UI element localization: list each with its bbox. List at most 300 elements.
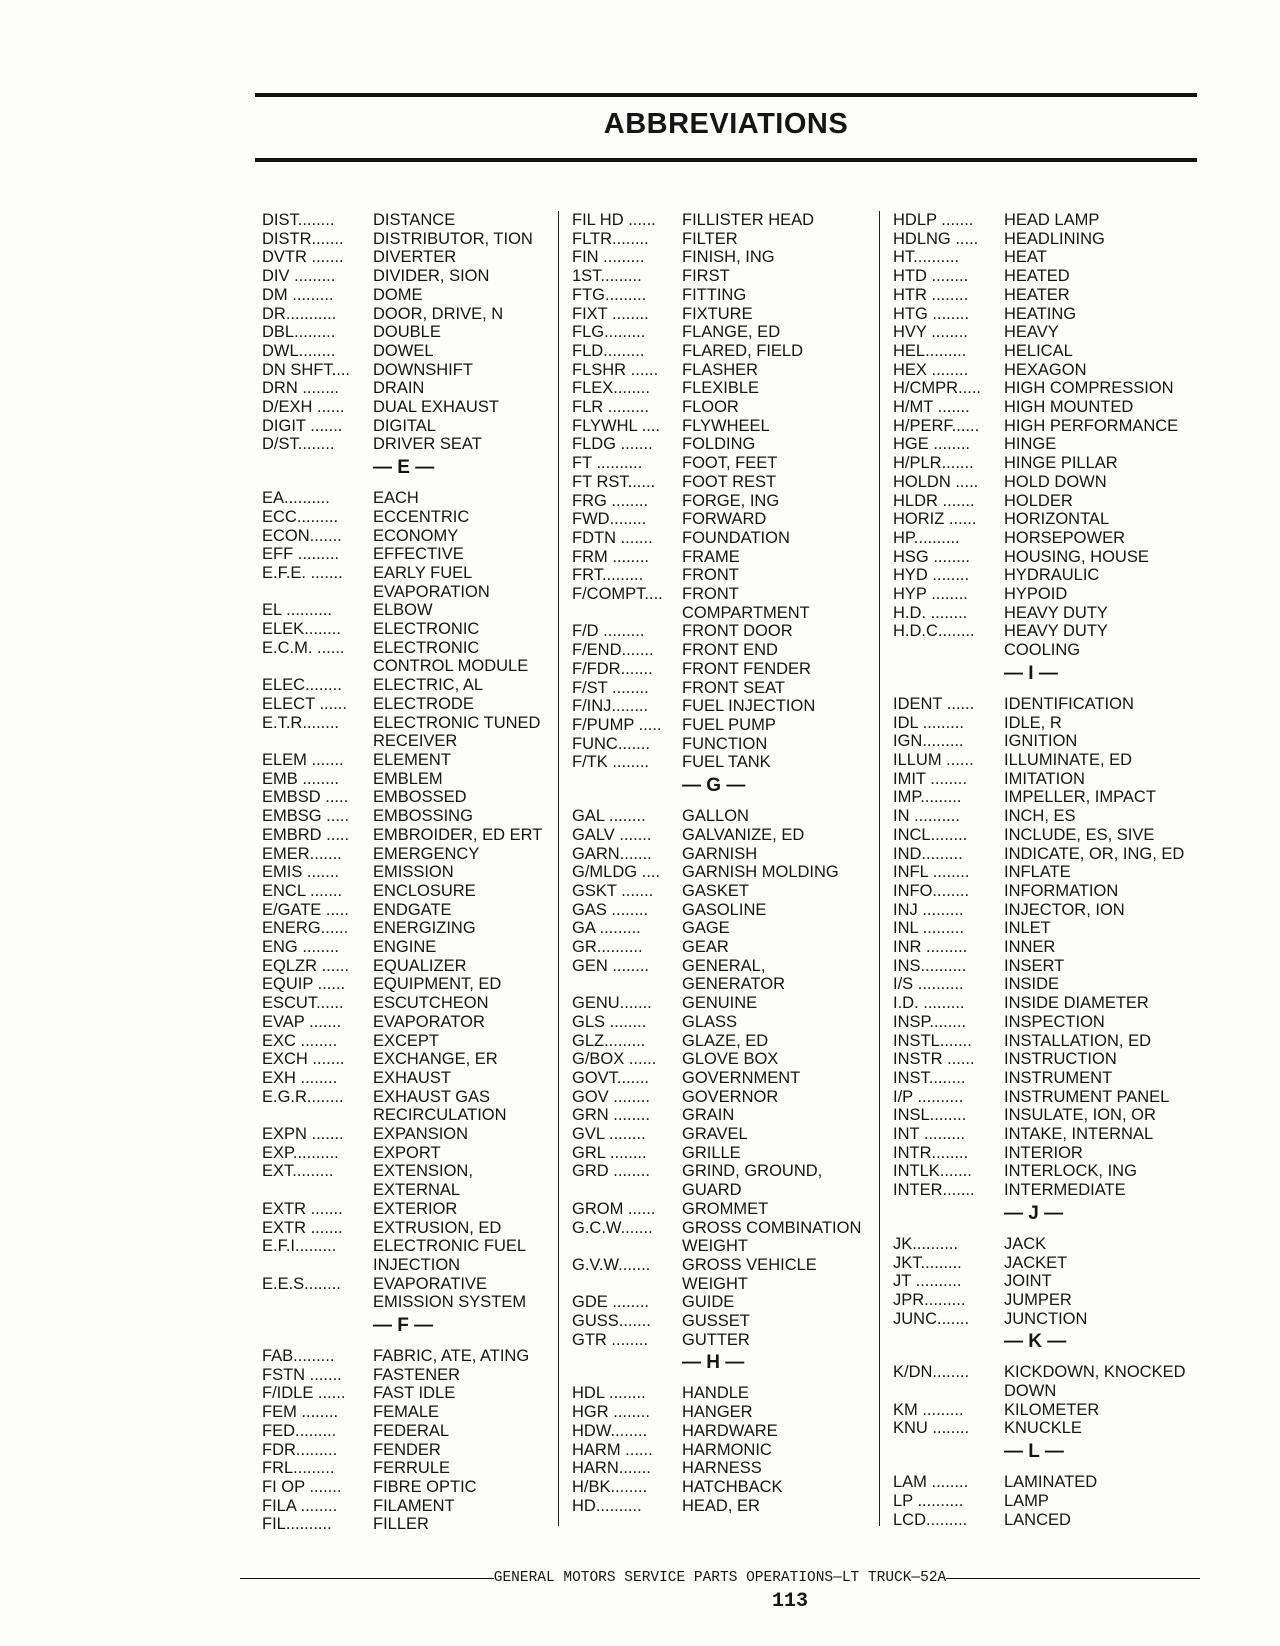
abbreviation: HGE ........ <box>893 435 971 454</box>
abbreviation: HGR ........ <box>572 1403 650 1422</box>
abbreviation-entry <box>262 489 547 508</box>
abbreviation: GRL ........ <box>572 1143 647 1162</box>
abbreviation: EA.......... <box>262 489 330 508</box>
abbreviation-entry <box>572 323 872 342</box>
abbreviation: FUNC....... <box>572 734 650 753</box>
abbreviation-entry <box>572 1441 872 1460</box>
definition: FILLER <box>373 1515 429 1534</box>
abbreviation: FT RST...... <box>572 472 656 491</box>
abbreviation: GR.......... <box>572 938 643 957</box>
abbreviation: GOVT....... <box>572 1068 650 1087</box>
abbreviation-entry <box>893 919 1198 938</box>
abbreviation-entry <box>572 863 872 882</box>
abbreviation: ENG ........ <box>262 938 340 957</box>
definition: FAST IDLE <box>373 1384 456 1403</box>
abbreviation: IMIT ........ <box>893 769 967 788</box>
abbreviation-entry <box>572 548 872 567</box>
abbreviation-entry <box>572 529 872 548</box>
abbreviation-entry <box>893 1144 1198 1163</box>
abbreviation-entry <box>572 1403 872 1422</box>
definition: INSPECTION <box>1004 1012 1105 1031</box>
abbreviation-entry <box>262 639 547 676</box>
definition: FORWARD <box>682 510 767 529</box>
abbreviation: INL ......... <box>893 919 964 938</box>
definition: HANGER <box>682 1403 753 1422</box>
abbreviation: HTR ........ <box>893 285 969 304</box>
abbreviation-entry <box>572 1106 872 1125</box>
definition: ELECTRONIC TUNED RECEIVER <box>373 713 541 751</box>
abbreviation-entry <box>893 938 1198 957</box>
abbreviation-entry <box>893 1401 1198 1420</box>
abbreviation-entry <box>893 435 1198 454</box>
definition: HELICAL <box>1004 341 1073 360</box>
abbreviation: FT .......... <box>572 454 643 473</box>
definition: EXCHANGE, ER <box>373 1050 498 1069</box>
abbreviation: HLDR ....... <box>893 491 975 510</box>
definition: INTERIOR <box>1004 1143 1083 1162</box>
definition: EARLY FUEL EVAPORATION <box>373 563 490 601</box>
definition: ENERGIZING <box>373 919 476 938</box>
definition: EXTRUSION, ED <box>373 1218 502 1237</box>
definition: FERRULE <box>373 1459 451 1478</box>
definition: GALLON <box>682 807 749 826</box>
abbreviation: ELEC........ <box>262 676 342 695</box>
definition: LAMINATED <box>1004 1473 1098 1492</box>
definition: IDENTIFICATION <box>1004 694 1134 713</box>
definition: ILLUMINATE, ED <box>1004 750 1133 769</box>
definition: IMPELLER, IMPACT <box>1004 788 1156 807</box>
definition: FABRIC, ATE, ATING <box>373 1347 530 1366</box>
definition: FENDER <box>373 1440 441 1459</box>
abbreviation: JT .......... <box>893 1272 962 1291</box>
abbreviation-entry <box>572 361 872 380</box>
abbreviation-entry <box>893 1363 1198 1400</box>
abbreviation: ILLUM ...... <box>893 750 974 769</box>
definition: HEAD, ER <box>682 1496 760 1515</box>
abbreviation-entry <box>572 919 872 938</box>
abbreviation-entry <box>262 601 547 620</box>
definition: HIGH COMPRESSION <box>1004 379 1174 398</box>
abbreviation: HVY ........ <box>893 323 968 342</box>
definition: HEATER <box>1004 285 1070 304</box>
abbreviation-entry <box>262 770 547 789</box>
definition: GRAVEL <box>682 1125 748 1144</box>
abbreviation: IND......... <box>893 844 963 863</box>
definition: FEMALE <box>373 1403 440 1422</box>
abbreviation-entry <box>893 1106 1198 1125</box>
definition: EVAPORATIVE EMISSION SYSTEM <box>373 1274 527 1312</box>
abbreviation: EMER....... <box>262 844 342 863</box>
abbreviation-column-1 <box>262 211 547 1534</box>
abbreviation-entry <box>572 566 872 585</box>
abbreviation: IN .......... <box>893 807 960 826</box>
abbreviation: FED......... <box>262 1421 337 1440</box>
abbreviation-entry <box>893 1272 1198 1291</box>
definition: ELBOW <box>373 601 433 620</box>
abbreviation: FLYWHL .... <box>572 416 661 435</box>
definition: GUIDE <box>682 1293 735 1312</box>
abbreviation: INFO........ <box>893 881 970 900</box>
abbreviation: E.F.I......... <box>262 1237 337 1256</box>
abbreviation-entry <box>572 585 872 622</box>
abbreviation-entry <box>893 1254 1198 1273</box>
abbreviation-entry <box>572 454 872 473</box>
abbreviation-entry <box>262 1144 547 1163</box>
abbreviation-entry <box>572 492 872 511</box>
definition: HEXAGON <box>1004 360 1087 379</box>
abbreviation: HT.......... <box>893 248 960 267</box>
abbreviation-entry <box>262 211 547 230</box>
abbreviation: IDL ......... <box>893 713 964 732</box>
abbreviation-entry <box>893 454 1198 473</box>
abbreviation-entry <box>572 716 872 735</box>
abbreviation: GTR ........ <box>572 1330 649 1349</box>
definition: EXPANSION <box>373 1125 469 1144</box>
abbreviation: EMIS ....... <box>262 863 340 882</box>
abbreviation: DR........... <box>262 304 337 323</box>
definition: DIVIDER, SION <box>373 267 490 286</box>
abbreviation: DVTR ....... <box>262 248 344 267</box>
definition: FEDERAL <box>373 1421 450 1440</box>
title-bottom-rule <box>255 158 1197 162</box>
definition: EXHAUST GAS RECIRCULATION <box>373 1087 507 1125</box>
abbreviation-entry <box>262 826 547 845</box>
definition: FRONT COMPARTMENT <box>682 585 810 622</box>
abbreviation-entry <box>893 622 1198 659</box>
abbreviation-entry <box>893 361 1198 380</box>
abbreviation-entry <box>572 211 872 230</box>
abbreviation-entry <box>572 286 872 305</box>
abbreviation-entry <box>572 1331 872 1350</box>
abbreviation: JPR......... <box>893 1290 966 1309</box>
abbreviation-entry <box>572 845 872 864</box>
abbreviation-entry <box>893 1162 1198 1181</box>
abbreviation: EQLZR ...... <box>262 956 350 975</box>
abbreviation: HTG ........ <box>893 304 970 323</box>
definition: IDLE, R <box>1004 713 1062 732</box>
abbreviation-entry <box>893 604 1198 623</box>
abbreviation: EFF ......... <box>262 545 340 564</box>
definition: HEADLINING <box>1004 229 1105 248</box>
abbreviation: GAS ........ <box>572 900 649 919</box>
abbreviation: EL .......... <box>262 601 332 620</box>
definition: EMBOSSING <box>373 807 473 826</box>
abbreviation: GLS ........ <box>572 1012 647 1031</box>
abbreviation: H.D.C........ <box>893 622 975 641</box>
abbreviation: FDTN ....... <box>572 528 653 547</box>
abbreviation-entry <box>262 938 547 957</box>
definition: EMBROIDER, ED ERT <box>373 825 543 844</box>
abbreviation-entry <box>893 1235 1198 1254</box>
definition: EMBOSSED <box>373 788 467 807</box>
abbreviation-entry <box>262 807 547 826</box>
abbreviation-entry <box>572 379 872 398</box>
abbreviation: HOLDN ..... <box>893 472 979 491</box>
definition: FIRST <box>682 267 730 286</box>
abbreviation-entry <box>262 1403 547 1422</box>
abbreviation: EXCH ....... <box>262 1050 345 1069</box>
abbreviation: HORIZ ...... <box>893 510 977 529</box>
definition: EMBLEM <box>373 769 443 788</box>
abbreviation: DWL........ <box>262 341 336 360</box>
abbreviation-entry <box>893 1181 1198 1200</box>
definition: DOME <box>373 285 423 304</box>
abbreviation: HEL......... <box>893 341 967 360</box>
abbreviation: KNU ........ <box>893 1419 970 1438</box>
abbreviation-entry <box>893 882 1198 901</box>
definition: FRAME <box>682 547 740 566</box>
definition: GLOVE BOX <box>682 1050 779 1069</box>
abbreviation-entry <box>262 545 547 564</box>
definition: HOLD DOWN <box>1004 472 1107 491</box>
abbreviation: HARN....... <box>572 1459 651 1478</box>
definition: GUSSET <box>682 1312 750 1331</box>
abbreviation-entry <box>572 1478 872 1497</box>
definition: JACK <box>1004 1234 1047 1253</box>
abbreviation-entry <box>262 1497 547 1516</box>
definition: DIGITAL <box>373 416 436 435</box>
definition: GRILLE <box>682 1143 741 1162</box>
abbreviation: IMP......... <box>893 788 962 807</box>
definition: FIBRE OPTIC <box>373 1478 477 1496</box>
abbreviation: FILA ........ <box>262 1496 338 1515</box>
abbreviation-entry <box>572 1144 872 1163</box>
abbreviation-entry <box>893 548 1198 567</box>
abbreviation: GUSS....... <box>572 1312 651 1331</box>
abbreviation: EQUIP ...... <box>262 975 346 994</box>
definition: HYDRAULIC <box>1004 566 1100 585</box>
abbreviation-entry <box>572 510 872 529</box>
abbreviation: INFL ........ <box>893 863 970 882</box>
definition: ECONOMY <box>373 526 459 545</box>
abbreviation: FLSHR ...... <box>572 360 659 379</box>
definition: FUNCTION <box>682 734 768 753</box>
abbreviation: HDLP ....... <box>893 211 974 229</box>
definition: FOUNDATION <box>682 528 790 547</box>
abbreviation: EXTR ....... <box>262 1218 343 1237</box>
definition: HEAVY <box>1004 323 1059 342</box>
definition: DOWNSHIFT <box>373 360 473 379</box>
abbreviation-entry <box>572 1312 872 1331</box>
definition: EMERGENCY <box>373 844 480 863</box>
abbreviation: ECC......... <box>262 507 339 526</box>
abbreviation: GSKT ....... <box>572 881 654 900</box>
abbreviation-entry <box>572 901 872 920</box>
abbreviation: FIN ......... <box>572 248 645 267</box>
abbreviation: GA ......... <box>572 919 641 938</box>
column-divider <box>879 211 880 1526</box>
abbreviation-entry <box>572 1088 872 1107</box>
abbreviation-entry <box>893 417 1198 436</box>
definition: EXCEPT <box>373 1031 440 1050</box>
definition: LAMP <box>1004 1491 1049 1510</box>
definition: FRONT END <box>682 641 778 660</box>
definition: GAGE <box>682 919 730 938</box>
abbreviation-entry <box>893 566 1198 585</box>
abbreviation-entry <box>262 248 547 267</box>
abbreviation-entry <box>893 714 1198 733</box>
abbreviation-entry <box>262 714 547 751</box>
abbreviation-entry <box>262 1441 547 1460</box>
definition: GUTTER <box>682 1330 750 1349</box>
definition: INSTALLATION, ED <box>1004 1031 1152 1050</box>
definition: ELEMENT <box>373 750 451 769</box>
abbreviation-entry <box>572 1256 872 1293</box>
abbreviation: GENU....... <box>572 994 652 1013</box>
section-heading: — K — <box>1004 1331 1067 1353</box>
definition: FLEXIBLE <box>682 379 760 398</box>
abbreviation: F/ST ........ <box>572 678 649 697</box>
abbreviation: EVAP ....... <box>262 1012 342 1031</box>
abbreviation: EMB ........ <box>262 769 340 788</box>
abbreviation: HDL ........ <box>572 1384 646 1403</box>
definition: FILTER <box>682 229 738 248</box>
definition: INLET <box>1004 919 1051 938</box>
definition: FOOT, FEET <box>682 454 778 473</box>
definition: GALVANIZE, ED <box>682 825 805 844</box>
abbreviation: GRN ........ <box>572 1106 650 1125</box>
abbreviation-entry <box>572 1219 872 1256</box>
abbreviation: IGN......... <box>893 732 964 751</box>
footer <box>240 1568 1200 1588</box>
definition: HARMONIC <box>682 1440 772 1459</box>
abbreviation: FSTN ....... <box>262 1365 342 1384</box>
abbreviation: H.D. ........ <box>893 603 968 622</box>
abbreviation: F/FDR....... <box>572 659 653 678</box>
abbreviation: D/ST........ <box>262 435 335 454</box>
abbreviation-entry <box>893 975 1198 994</box>
abbreviation: EMBRD ..... <box>262 825 350 844</box>
definition: FLANGE, ED <box>682 323 781 342</box>
definition: GLAZE, ED <box>682 1031 769 1050</box>
abbreviation: GEN ........ <box>572 956 650 975</box>
definition: FLARED, FIELD <box>682 341 804 360</box>
abbreviation-entry <box>262 1088 547 1125</box>
abbreviation: ENERG...... <box>262 919 349 938</box>
definition: HEATED <box>1004 267 1070 286</box>
abbreviation: FLTR........ <box>572 229 649 248</box>
abbreviation: HEX ........ <box>893 360 969 379</box>
abbreviation-entry <box>262 1032 547 1051</box>
abbreviation: I/S .......... <box>893 975 964 994</box>
abbreviation-entry <box>262 957 547 976</box>
definition: ELECTRONIC FUEL INJECTION <box>373 1237 527 1274</box>
abbreviation-entry <box>572 1293 872 1312</box>
column-divider <box>558 211 559 1526</box>
abbreviation-entry <box>262 882 547 901</box>
definition: GASKET <box>682 881 749 900</box>
definition: EXHAUST <box>373 1068 451 1087</box>
abbreviation: HYP ........ <box>893 585 968 604</box>
abbreviation: G.C.W....... <box>572 1218 653 1237</box>
abbreviation-entry <box>262 845 547 864</box>
definition: INSIDE DIAMETER <box>1004 994 1149 1013</box>
abbreviation-entry <box>572 660 872 679</box>
abbreviation: HSG ........ <box>893 547 971 566</box>
abbreviation-entry <box>262 676 547 695</box>
abbreviation-entry <box>572 1013 872 1032</box>
abbreviation-entry <box>893 901 1198 920</box>
abbreviation-entry <box>262 342 547 361</box>
abbreviation-entry <box>572 1032 872 1051</box>
abbreviation-entry <box>572 957 872 994</box>
abbreviation: GVL ........ <box>572 1125 646 1144</box>
definition: INSTRUMENT PANEL <box>1004 1087 1170 1106</box>
abbreviation-entry <box>262 417 547 436</box>
page-number: 113 <box>771 1590 808 1613</box>
definition: EVAPORATOR <box>373 1012 485 1031</box>
abbreviation: EMBSG ..... <box>262 807 350 826</box>
abbreviation: 1ST......... <box>572 267 642 286</box>
definition: ENCLOSURE <box>373 881 476 900</box>
abbreviation-entry <box>893 1088 1198 1107</box>
abbreviation: E/GATE ..... <box>262 900 349 919</box>
abbreviation-entry <box>262 323 547 342</box>
definition: FIXTURE <box>682 304 753 323</box>
abbreviation: F/TK ........ <box>572 753 650 772</box>
abbreviation: LAM ........ <box>893 1473 969 1492</box>
abbreviation-entry <box>262 564 547 601</box>
definition: HEATING <box>1004 304 1077 323</box>
abbreviation-entry <box>572 1125 872 1144</box>
abbreviation: HTD ........ <box>893 267 969 286</box>
definition: FUEL INJECTION <box>682 697 816 716</box>
abbreviation-entry <box>572 342 872 361</box>
abbreviation: FRT......... <box>572 566 644 585</box>
definition: GOVERNOR <box>682 1087 779 1106</box>
abbreviation: FWD........ <box>572 510 647 529</box>
abbreviation: FDR......... <box>262 1440 338 1459</box>
definition: GOVERNMENT <box>682 1068 801 1087</box>
definition: INSULATE, ION, OR <box>1004 1106 1156 1125</box>
definition: HEAVY DUTY COOLING <box>1004 622 1108 660</box>
abbreviation-entry <box>262 1200 547 1219</box>
abbreviation: INST........ <box>893 1068 966 1087</box>
abbreviation-entry <box>262 1013 547 1032</box>
abbreviation: F/INJ........ <box>572 697 649 716</box>
abbreviation-entry <box>262 1384 547 1403</box>
definition: GRAIN <box>682 1106 735 1125</box>
definition: GRIND, GROUND, GUARD <box>682 1162 823 1200</box>
definition: INSTRUMENT <box>1004 1068 1113 1087</box>
abbreviation-entry <box>262 527 547 546</box>
abbreviation: HDW........ <box>572 1421 648 1440</box>
abbreviation-entry <box>893 323 1198 342</box>
definition: FINISH, ING <box>682 248 775 267</box>
abbreviation: G/BOX ...... <box>572 1050 657 1069</box>
abbreviation: LP .......... <box>893 1491 964 1510</box>
abbreviation-entry <box>262 1275 547 1312</box>
abbreviation: ELECT ...... <box>262 694 347 713</box>
abbreviation: F/IDLE ...... <box>262 1384 346 1403</box>
abbreviation: HP.......... <box>893 528 960 547</box>
abbreviation: ECON....... <box>262 526 342 545</box>
definition: FILAMENT <box>373 1496 455 1515</box>
abbreviation-entry <box>262 751 547 770</box>
abbreviation-entry <box>893 1511 1198 1530</box>
abbreviation-entry <box>893 305 1198 324</box>
abbreviation-entry <box>572 1200 872 1219</box>
definition: HEAVY DUTY <box>1004 603 1108 622</box>
definition: DISTRIBUTOR, TION <box>373 229 533 248</box>
abbreviation: FLDG ....... <box>572 435 653 454</box>
abbreviation-entry <box>262 1219 547 1238</box>
definition: GLASS <box>682 1012 738 1031</box>
abbreviation: GAL ........ <box>572 807 646 826</box>
abbreviation: D/EXH ...... <box>262 398 345 417</box>
abbreviation-entry <box>572 305 872 324</box>
definition: INSERT <box>1004 956 1065 975</box>
